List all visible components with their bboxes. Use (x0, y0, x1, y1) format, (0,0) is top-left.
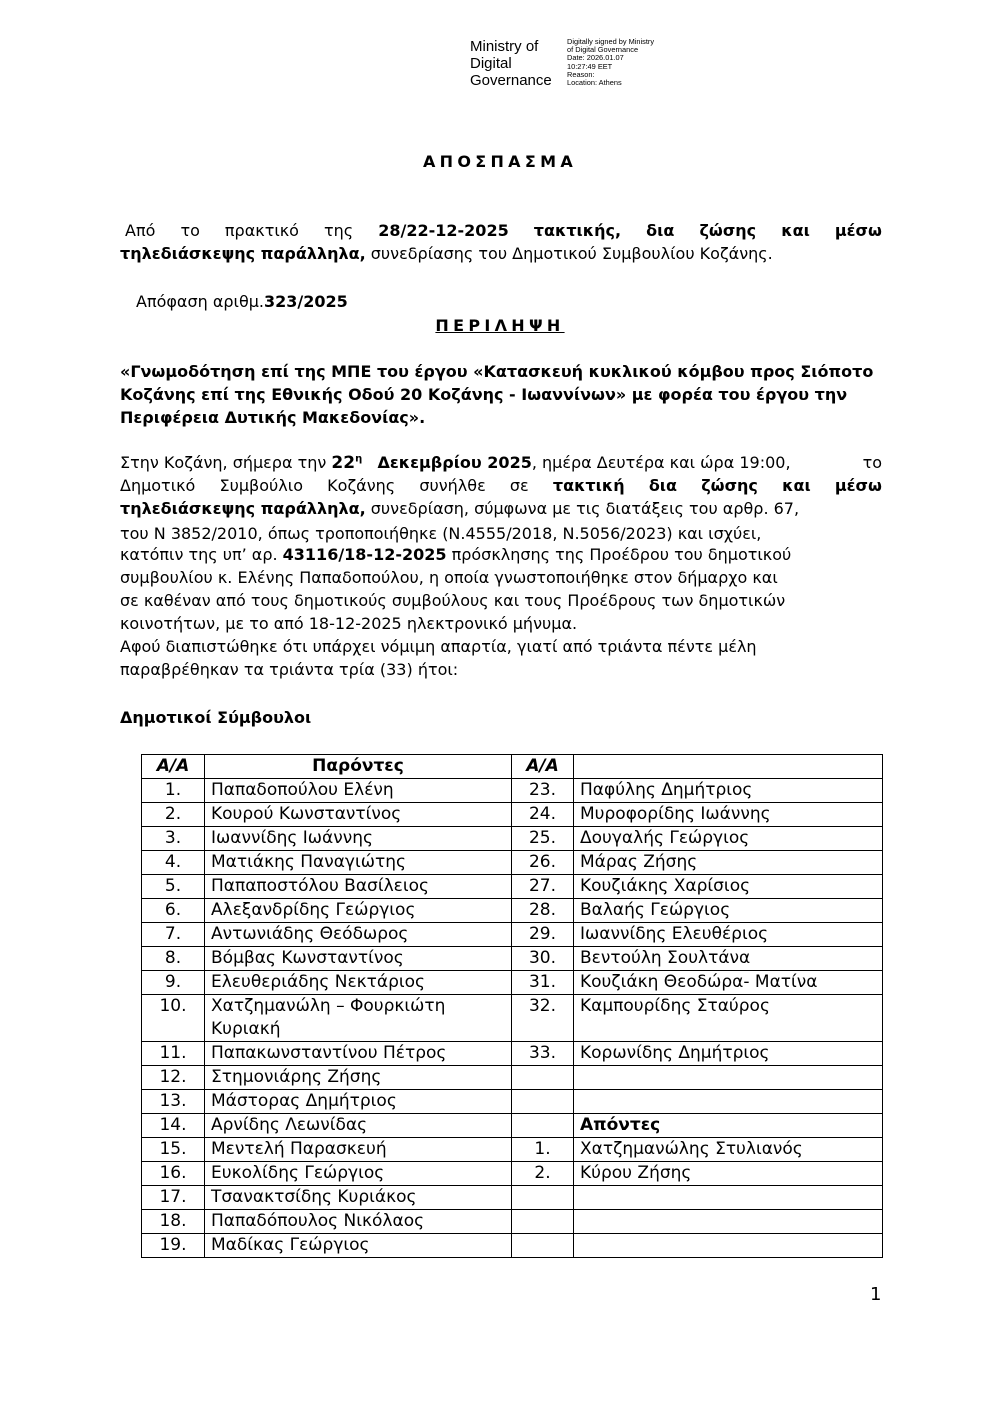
intro-word: της (324, 221, 354, 240)
row-number: 15. (142, 1138, 205, 1162)
intro-text: συνεδρίασης του Δημοτικού Συμβουλίου Κοζάνης. (365, 244, 773, 263)
member-name: Βαλαής Γεώργιος (574, 899, 883, 923)
member-name: Παπακωνσταντίνου Πέτρος (205, 1042, 512, 1066)
meeting-month: Δεκεμβρίου 2025 (377, 453, 532, 472)
intro-word: Από (125, 221, 156, 240)
table-header-row (142, 755, 883, 779)
table-row (142, 971, 883, 995)
member-name: Παφύλης Δημήτριος (574, 779, 883, 803)
row-number: 32. (512, 995, 574, 1042)
body-word: Δημοτικό (120, 476, 196, 495)
meeting-day: 22 (331, 453, 356, 473)
table-row (142, 1090, 883, 1114)
intro-bold-word: τακτικής, (533, 221, 622, 240)
intro-word: το (180, 221, 200, 240)
member-name: Κορωνίδης Δημήτριος (574, 1042, 883, 1066)
day-ordinal: η (355, 453, 363, 465)
member-name: Χατζημανώλη – Φουρκιώτη Κυριακή (205, 995, 512, 1042)
body-line-9: Αφού διαπιστώθηκε ότι υπάρχει νόμιμη απαρτία, γιατί από τριάντα πέντε μέλη (120, 637, 757, 656)
row-number: 2. (512, 1162, 574, 1186)
section-title: Δημοτικοί Σύμβουλοι (120, 708, 312, 727)
table-row (142, 1186, 883, 1210)
member-name: Κύρου Ζήσης (574, 1162, 883, 1186)
signature-name-line: Governance (470, 72, 552, 89)
table-row (142, 1138, 883, 1162)
member-name: Δουγαλής Γεώργιος (574, 827, 883, 851)
row-number (512, 1186, 574, 1210)
row-number: 29. (512, 923, 574, 947)
row-number: 18. (142, 1210, 205, 1234)
table-row (142, 1066, 883, 1090)
body-word: Συμβούλιο (219, 476, 303, 495)
member-name: Χατζημανώλης Στυλιανός (574, 1138, 883, 1162)
table-row (142, 827, 883, 851)
table-row (142, 1210, 883, 1234)
session-number: 28/22-12-2025 (378, 221, 509, 240)
table-row (142, 995, 883, 1042)
intro-bold-word: μέσω (834, 221, 882, 240)
row-number (512, 1066, 574, 1090)
body-bold-word: δια (648, 476, 678, 495)
body-text: συνεδρίαση, σύμφωνα με τις διατάξεις του αρθρ. 67, (365, 499, 800, 518)
member-name: Παπαδοπούλου Ελένη (205, 779, 512, 803)
table-header-aa: Α/Α (512, 755, 574, 779)
intro-line-1 (120, 221, 882, 240)
row-number: 26. (512, 851, 574, 875)
body-line-4 (120, 522, 882, 545)
member-name (574, 1210, 883, 1234)
body-line-5 (120, 545, 791, 564)
body-text: του Ν 3852/2010, όπως τροποποιήθηκε (Ν.4555/2018, Ν.5056/2023) και ισχύει, (120, 524, 762, 543)
member-name: Παπαδόπουλος Νικόλαος (205, 1210, 512, 1234)
row-number: 14. (142, 1114, 205, 1138)
row-number (512, 1234, 574, 1258)
row-number: 12. (142, 1066, 205, 1090)
table-row (142, 803, 883, 827)
row-number: 3. (142, 827, 205, 851)
row-number: 31. (512, 971, 574, 995)
body-line-1 (120, 453, 882, 473)
member-name: Ελευθεριάδης Νεκτάριος (205, 971, 512, 995)
member-name: Βεντούλη Σουλτάνα (574, 947, 883, 971)
table-row (142, 1234, 883, 1258)
table-row (142, 1114, 883, 1138)
row-number: 1. (512, 1138, 574, 1162)
member-name: Κουζιάκη Θεοδώρα- Ματίνα (574, 971, 883, 995)
row-number: 13. (142, 1090, 205, 1114)
body-text: Στην Κοζάνη, σήμερα την (120, 453, 332, 472)
signature-details (567, 38, 654, 87)
signature-detail: of Digital Governance (567, 45, 639, 55)
body-word: συνήλθε (419, 476, 486, 495)
member-name (574, 1066, 883, 1090)
summary-title: ΠΕΡΙΛΗΨΗ (435, 316, 565, 335)
intro-bold-text: τηλεδιάσκεψης παράλληλα, (120, 244, 366, 263)
intro-line-2 (120, 244, 773, 263)
table-row (142, 779, 883, 803)
signature-detail: Digitally signed by Ministry (567, 37, 655, 46)
body-line-10: παραβρέθηκαν τα τριάντα τρία (33) ήτοι: (120, 660, 459, 679)
body-text: πρόσκλησης της Προέδρου του δημοτικού (446, 545, 792, 564)
row-number: 17. (142, 1186, 205, 1210)
body-text: το (862, 453, 882, 472)
table-row (142, 1042, 883, 1066)
row-number: 1. (142, 779, 205, 803)
body-bold-word: ζώσης (701, 476, 758, 495)
signature-detail: Date: 2026.01.07 (567, 53, 624, 63)
row-number: 6. (142, 899, 205, 923)
member-name: Μάστορας Δημήτριος (205, 1090, 512, 1114)
row-number: 25. (512, 827, 574, 851)
member-name: Μυροφορίδης Ιωάννης (574, 803, 883, 827)
body-line-7: σε καθέναν από τους δημοτικούς συμβούλους και τους Προέδρους των δημοτικών (120, 591, 786, 610)
member-name (574, 1234, 883, 1258)
signature-organization (470, 38, 552, 89)
decision-number (136, 292, 348, 311)
member-name: Ευκολίδης Γεώργιος (205, 1162, 512, 1186)
row-number: 10. (142, 995, 205, 1042)
table-row (142, 851, 883, 875)
page-number: 1 (870, 1284, 882, 1305)
intro-bold-word: ζώσης (699, 221, 757, 240)
member-name: Αρνίδης Λεωνίδας (205, 1114, 512, 1138)
body-bold-word: και (782, 476, 811, 495)
row-number: 28. (512, 899, 574, 923)
table-row (142, 875, 883, 899)
body-word: Κοζάνης (327, 476, 396, 495)
row-number (512, 1114, 574, 1138)
row-number: 23. (512, 779, 574, 803)
member-name (574, 1090, 883, 1114)
row-number: 2. (142, 803, 205, 827)
table-header-present: Παρόντες (205, 755, 512, 779)
invitation-number: 43116/18-12-2025 (282, 545, 447, 564)
member-name: Καμπουρίδης Σταύρος (574, 995, 883, 1042)
row-number: 27. (512, 875, 574, 899)
table-row (142, 947, 883, 971)
table-row (142, 923, 883, 947)
body-text: κατόπιν της υπ’ αρ. (120, 545, 283, 564)
member-name: Μαδίκας Γεώργιος (205, 1234, 512, 1258)
row-number: 4. (142, 851, 205, 875)
member-name: Μεντελή Παρασκευή (205, 1138, 512, 1162)
body-line-6: συμβουλίου κ. Ελένης Παπαδοπούλου, η οποία γνωστοποιήθηκε στον δήμαρχο και (120, 568, 778, 587)
member-name: Στημονιάρης Ζήσης (205, 1066, 512, 1090)
member-name: Κουζιάκης Χαρίσιος (574, 875, 883, 899)
body-bold-word: τακτική (552, 476, 625, 495)
member-name: Παπαποστόλου Βασίλειος (205, 875, 512, 899)
row-number: 19. (142, 1234, 205, 1258)
member-name: Αντωνιάδης Θεόδωρος (205, 923, 512, 947)
member-name: Αλεξανδρίδης Γεώργιος (205, 899, 512, 923)
row-number: 33. (512, 1042, 574, 1066)
signature-detail: Location: Athens (567, 78, 622, 88)
row-number: 30. (512, 947, 574, 971)
body-line-2 (120, 476, 882, 495)
body-line-8: κοινοτήτων, με το από 18-12-2025 ηλεκτρονικό μήνυμα. (120, 614, 578, 633)
decision-value: 323/2025 (264, 292, 348, 311)
table-header-empty (574, 755, 883, 779)
table-row (142, 899, 883, 923)
body-text: , ημέρα Δευτέρα και ώρα 19:00, (531, 453, 791, 472)
row-number (512, 1090, 574, 1114)
body-bold-text: τηλεδιάσκεψης παράλληλα, (120, 499, 366, 518)
member-name: Ιωαννίδης Ελευθέριος (574, 923, 883, 947)
body-bold-word: μέσω (834, 476, 882, 495)
body-line-3 (120, 499, 799, 518)
table-header-aa: Α/Α (142, 755, 205, 779)
council-members-table (141, 754, 883, 1258)
member-name: Ματιάκης Παναγιώτης (205, 851, 512, 875)
member-name: Κουρού Κωνσταντίνος (205, 803, 512, 827)
intro-word: πρακτικό (224, 221, 299, 240)
row-number: 24. (512, 803, 574, 827)
row-number: 16. (142, 1162, 205, 1186)
row-number: 8. (142, 947, 205, 971)
subject-text: «Γνωμοδότηση επί της ΜΠΕ του έργου «Κατασκευή κυκλικού κόμβου προς Σιόποτο Κοζάνης επί της Εθνικής Οδού 20 Κοζάνης - Ιωαννίνων» με φορέα του έργου την Περιφέρεια Δυτικής Μακεδονίας». (120, 362, 874, 427)
body-word: σε (509, 476, 529, 495)
signature-detail: Reason: (567, 69, 595, 79)
table-row (142, 1162, 883, 1186)
decision-label: Απόφαση αριθμ. (136, 292, 265, 311)
row-number: 5. (142, 875, 205, 899)
signature-name-line: Digital (470, 55, 512, 72)
member-name: Ιωαννίδης Ιωάννης (205, 827, 512, 851)
row-number: 7. (142, 923, 205, 947)
member-name (574, 1186, 883, 1210)
document-title: ΑΠΟΣΠΑΣΜΑ (422, 152, 577, 171)
member-name: Μάρας Ζήσης (574, 851, 883, 875)
row-number: 11. (142, 1042, 205, 1066)
intro-bold-word: δια (646, 221, 675, 240)
signature-detail: 10:27:49 EET (567, 61, 613, 71)
absent-header: Απόντες (574, 1114, 883, 1138)
member-name: Βόμβας Κωνσταντίνος (205, 947, 512, 971)
member-name: Τσανακτσίδης Κυριάκος (205, 1186, 512, 1210)
intro-bold-word: και (781, 221, 810, 240)
row-number: 9. (142, 971, 205, 995)
signature-name-line: Ministry of (470, 38, 539, 55)
row-number (512, 1210, 574, 1234)
